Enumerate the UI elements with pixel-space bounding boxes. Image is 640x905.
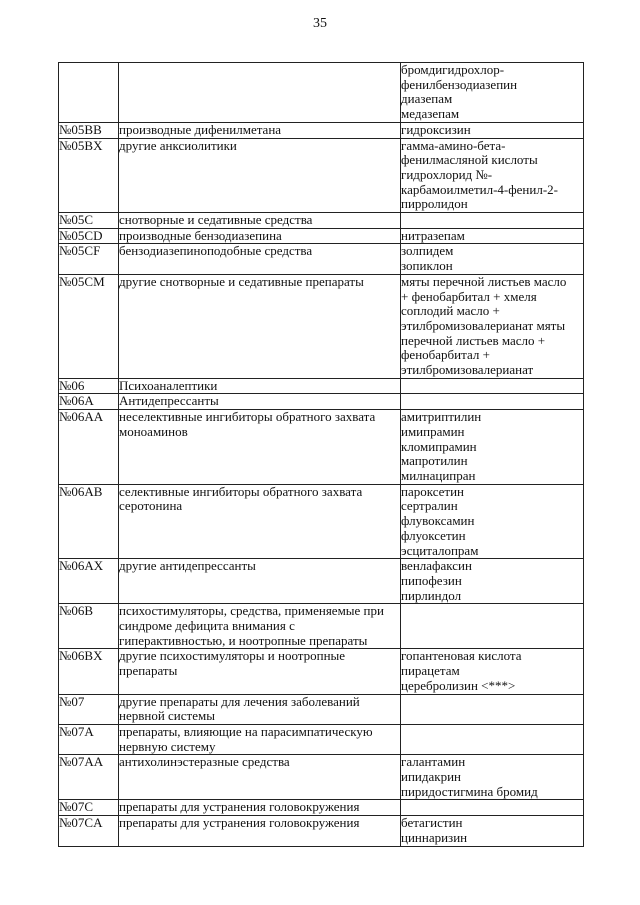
table-body xyxy=(59,63,584,847)
drug-name: фенилмасляной кислоты xyxy=(401,152,538,168)
drug-name: эсциталопрам xyxy=(401,542,479,558)
drug-name: гопантеновая кислота xyxy=(401,648,522,664)
drug-name: перечной листьев масло + xyxy=(401,332,546,348)
table-row xyxy=(59,244,584,274)
group-name-cell xyxy=(119,816,401,846)
atc-code-cell xyxy=(59,410,119,485)
group-name-cell xyxy=(119,604,401,649)
table-row xyxy=(59,559,584,604)
table-row xyxy=(59,724,584,754)
group-name-line: снотворные и седативные средства xyxy=(119,212,313,228)
drug-name: церебролизин <***> xyxy=(401,677,516,693)
drug-list-cell xyxy=(401,755,584,800)
atc-code-cell xyxy=(59,800,119,816)
table-row xyxy=(59,122,584,138)
drug-name: пароксетин xyxy=(401,484,465,499)
drug-list-cell xyxy=(401,410,584,485)
drug-name: бромдигидрохлор- xyxy=(401,62,505,77)
table-row xyxy=(59,213,584,229)
drug-name: кломипрамин xyxy=(401,438,477,454)
group-name-line: психостимуляторы, средства, применяемые при xyxy=(119,603,384,619)
group-name-cell xyxy=(119,724,401,754)
drug-list-cell xyxy=(401,138,584,213)
group-name-line: Психоаналептики xyxy=(119,378,218,393)
group-name-line: другие анксиолитики xyxy=(119,138,237,153)
atc-code: №06 xyxy=(59,378,85,393)
group-name-line: антихолинэстеразные средства xyxy=(119,754,290,770)
drug-list-cell xyxy=(401,816,584,846)
drug-name: пирролидон xyxy=(401,196,468,212)
atc-code-cell xyxy=(59,122,119,138)
drug-name: нитразепам xyxy=(401,228,465,243)
group-name-line: производные дифенилметана xyxy=(119,122,282,137)
drug-name: + фенобарбитал + хмеля xyxy=(401,288,537,304)
drug-name: амитриптилин xyxy=(401,409,482,425)
group-name-cell xyxy=(119,755,401,800)
group-name-line: синдроме дефицита внимания с xyxy=(119,618,295,634)
drug-name: пипофезин xyxy=(401,572,462,588)
atc-code-cell xyxy=(59,755,119,800)
atc-code-cell xyxy=(59,816,119,846)
drug-name: пиридостигмина бромид xyxy=(401,783,538,799)
atc-code-cell xyxy=(59,724,119,754)
drug-name: зопиклон xyxy=(401,258,453,274)
drug-list-cell xyxy=(401,604,584,649)
drug-name: мапротилин xyxy=(401,453,468,469)
drug-list-cell xyxy=(401,274,584,378)
atc-code-cell xyxy=(59,484,119,559)
group-name-line: нервную систему xyxy=(119,738,216,754)
group-name-line: серотонина xyxy=(119,498,183,514)
atc-code-cell xyxy=(59,378,119,394)
page-number: 35 xyxy=(313,16,327,31)
drug-name: галантамин xyxy=(401,754,466,770)
atc-code-cell xyxy=(59,138,119,213)
group-name-cell xyxy=(119,244,401,274)
drug-list-cell xyxy=(401,800,584,816)
atc-code: №05BX xyxy=(59,138,103,153)
drug-list-cell xyxy=(401,649,584,694)
drug-name: бетагистин xyxy=(401,815,463,831)
drug-list-cell xyxy=(401,724,584,754)
drug-list-cell xyxy=(401,122,584,138)
drug-name: ипидакрин xyxy=(401,769,461,785)
group-name-line: другие препараты для лечения заболеваний xyxy=(119,694,360,709)
drug-list-cell xyxy=(401,694,584,724)
drug-list-cell xyxy=(401,63,584,123)
drug-name: венлафаксин xyxy=(401,558,472,574)
atc-code: №05CF xyxy=(59,243,101,259)
table-row xyxy=(59,228,584,244)
group-name-line: гиперактивностью, и ноотропные препараты xyxy=(119,632,368,648)
atc-code: №05BB xyxy=(59,122,102,137)
drug-name: золпидем xyxy=(401,243,454,259)
group-name-cell xyxy=(119,274,401,378)
group-name-cell xyxy=(119,484,401,559)
drug-list-cell xyxy=(401,394,584,410)
group-name-cell xyxy=(119,649,401,694)
atc-code-cell xyxy=(59,604,119,649)
group-name-line: другие антидепрессанты xyxy=(119,558,256,574)
group-name-line: бензодиазепиноподобные средства xyxy=(119,243,313,259)
atc-code: №05CD xyxy=(59,228,103,243)
atc-code: №07CA xyxy=(59,815,103,831)
drug-list-cell xyxy=(401,228,584,244)
group-name-line: нервной системы xyxy=(119,708,215,724)
atc-code: №06AA xyxy=(59,409,104,425)
group-name-line: моноаминов xyxy=(119,423,188,439)
group-name-cell xyxy=(119,213,401,229)
group-name-cell xyxy=(119,800,401,816)
table-row xyxy=(59,138,584,213)
table-row xyxy=(59,484,584,559)
atc-code: №06B xyxy=(59,603,94,619)
drug-name: сертралин xyxy=(401,498,458,514)
atc-code: №07A xyxy=(59,724,94,739)
atc-code: №06AB xyxy=(59,484,103,499)
atc-code-cell xyxy=(59,244,119,274)
drug-list-cell xyxy=(401,244,584,274)
drug-name: этилбромизовалерианат xyxy=(401,362,534,378)
group-name-line: препараты xyxy=(119,663,178,679)
drug-name: пирацетам xyxy=(401,663,460,679)
group-name-cell xyxy=(119,559,401,604)
group-name-line: другие психостимуляторы и ноотропные xyxy=(119,648,346,664)
table-row xyxy=(59,604,584,649)
drug-name: фенилбензодиазепин xyxy=(401,76,518,92)
table-row xyxy=(59,694,584,724)
table-row xyxy=(59,394,584,410)
group-name-line: селективные ингибиторы обратного захвата xyxy=(119,484,363,499)
group-name-cell xyxy=(119,122,401,138)
drug-name: флуоксетин xyxy=(401,527,466,543)
table-row xyxy=(59,274,584,378)
table-row xyxy=(59,63,584,123)
table-row xyxy=(59,410,584,485)
drug-classification-table xyxy=(58,62,584,847)
drug-name: милнаципран xyxy=(401,467,476,483)
group-name-cell xyxy=(119,228,401,244)
group-name-line: препараты для устранения головокружения xyxy=(119,799,360,815)
drug-name: карбамоилметил-4-фенил-2- xyxy=(401,181,558,197)
group-name-line: Антидепрессанты xyxy=(119,393,219,409)
drug-list-cell xyxy=(401,378,584,394)
atc-code: №06A xyxy=(59,393,94,409)
group-name-cell xyxy=(119,63,401,123)
atc-code-cell xyxy=(59,228,119,244)
atc-code: №06BX xyxy=(59,648,103,664)
drug-name: циннаризин xyxy=(401,829,468,845)
drug-name: медазепам xyxy=(401,106,460,122)
atc-code-cell xyxy=(59,559,119,604)
atc-code-cell xyxy=(59,274,119,378)
drug-list-cell xyxy=(401,213,584,229)
table-row xyxy=(59,755,584,800)
atc-code-cell xyxy=(59,394,119,410)
group-name-cell xyxy=(119,138,401,213)
atc-code-cell xyxy=(59,694,119,724)
atc-code-cell xyxy=(59,213,119,229)
drug-name: гамма-амино-бета- xyxy=(401,138,506,153)
group-name-cell xyxy=(119,378,401,394)
drug-name: гидроксизин xyxy=(401,122,471,137)
drug-name: соплодий масло + xyxy=(401,303,500,319)
drug-name: гидрохлорид №- xyxy=(401,166,493,182)
drug-name: этилбромизовалерианат мяты xyxy=(401,317,566,333)
atc-code-cell xyxy=(59,649,119,694)
drug-name: флувоксамин xyxy=(401,513,475,529)
group-name-line: неселективные ингибиторы обратного захвата xyxy=(119,409,376,425)
group-name-line: препараты для устранения головокружения xyxy=(119,815,360,831)
atc-code: №07C xyxy=(59,799,94,815)
atc-code: №05CM xyxy=(59,274,105,289)
group-name-cell xyxy=(119,394,401,410)
table-row xyxy=(59,816,584,846)
atc-code-cell xyxy=(59,63,119,123)
drug-list-cell xyxy=(401,559,584,604)
atc-code: №07AA xyxy=(59,754,104,770)
group-name-line: другие снотворные и седативные препараты xyxy=(119,274,364,289)
group-name-line: препараты, влияющие на парасимпатическую xyxy=(119,724,373,739)
drug-name: имипрамин xyxy=(401,423,465,439)
drug-name: диазепам xyxy=(401,91,453,107)
atc-code: №07 xyxy=(59,694,85,709)
table-row xyxy=(59,800,584,816)
group-name-cell xyxy=(119,410,401,485)
atc-code: №06AX xyxy=(59,558,104,574)
group-name-cell xyxy=(119,694,401,724)
drug-list-cell xyxy=(401,484,584,559)
drug-name: пирлиндол xyxy=(401,587,462,603)
drug-name: фенобарбитал + xyxy=(401,347,490,363)
drug-name: мяты перечной листьев масло xyxy=(401,274,567,289)
atc-code: №05C xyxy=(59,212,94,228)
table-row xyxy=(59,378,584,394)
table-row xyxy=(59,649,584,694)
group-name-line: производные бензодиазепина xyxy=(119,228,282,243)
